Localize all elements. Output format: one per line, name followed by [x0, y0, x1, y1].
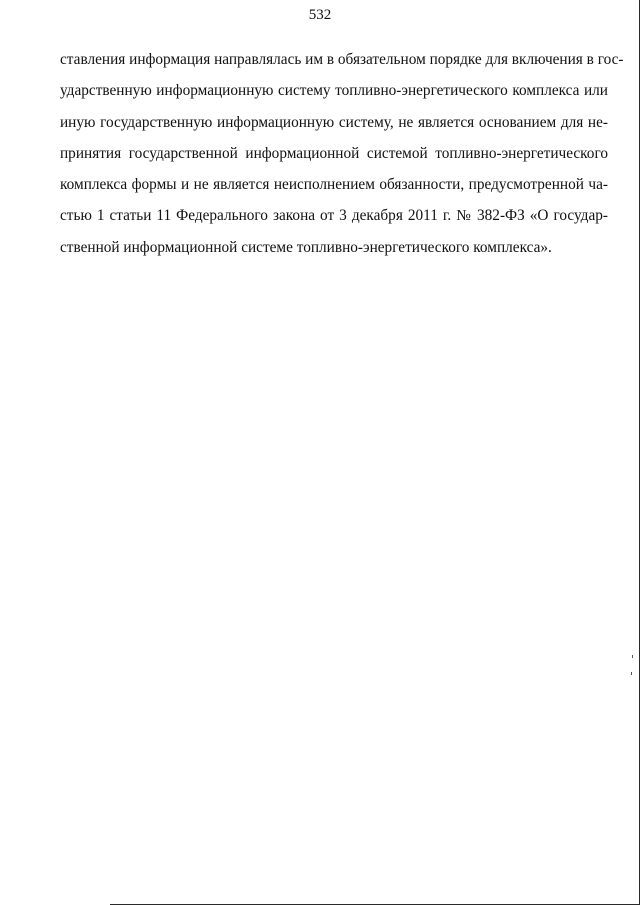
scan-speck — [632, 655, 633, 658]
paragraph-line: принятия государственной информационной системой топливно-энергетического — [60, 144, 608, 162]
scan-speck — [631, 672, 632, 675]
paragraph-line: ставления информация направлялась им в обязательном порядке для включения в гос- — [60, 51, 624, 68]
page-number: 532 — [308, 7, 332, 23]
paragraph-line: ударственную информационную систему топливно-энергетического комплекса или — [60, 82, 608, 100]
paragraph-line: ственной информационной системе топливно-энергетического комплекса». — [60, 238, 552, 256]
body-paragraph — [60, 44, 624, 263]
paragraph-line: комплекса формы и не является неисполнением обязанности, предусмотренной ча- — [60, 176, 608, 194]
paragraph-line: иную государственную информационную систему, не является основанием для не- — [60, 113, 608, 131]
paragraph-line: стью 1 статьи 11 Федерального закона от 3 декабря 2011 г. № 382-ФЗ «О государ- — [60, 207, 608, 225]
